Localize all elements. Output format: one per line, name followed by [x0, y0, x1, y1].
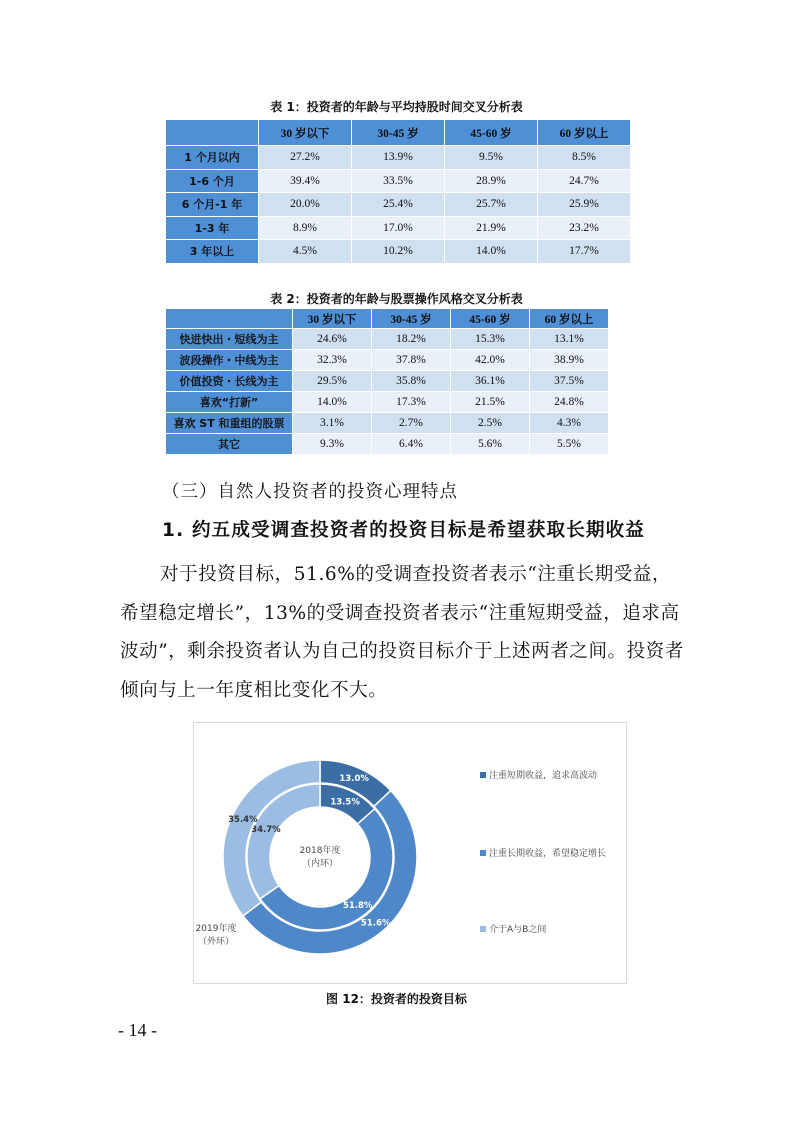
- table2-cell: 6.4%: [372, 434, 450, 454]
- slice-data-label: 34.7%: [251, 824, 281, 835]
- table1-col-header: 45-60 岁: [445, 120, 537, 145]
- legend-label: 介于A与B之间: [489, 925, 547, 935]
- center-label: 2018年度: [299, 846, 341, 856]
- table1-col-header: 30-45 岁: [352, 120, 444, 145]
- table1-caption: 表 1：投资者的年龄与平均持股时间交叉分析表: [270, 100, 523, 114]
- slice-data-label: 13.0%: [339, 774, 369, 785]
- table2-cell: 36.1%: [451, 371, 529, 391]
- table2-cell: 3.1%: [293, 413, 371, 433]
- table1-cell: 24.7%: [538, 170, 630, 193]
- table1-cell: 13.9%: [352, 146, 444, 169]
- table1-cell: 9.5%: [445, 146, 537, 169]
- slice-data-label: 51.8%: [342, 900, 373, 911]
- slice-data-label: 13.5%: [330, 797, 360, 808]
- table2-cell: 14.0%: [293, 392, 371, 412]
- table2-cell: 13.1%: [530, 329, 608, 349]
- table2: [165, 308, 609, 455]
- table1-cell: 17.7%: [538, 240, 630, 263]
- table2-col-header: 30-45 岁: [372, 309, 450, 328]
- table2-row-header: 喜欢“打新”: [166, 392, 292, 412]
- table1-cell: 8.9%: [259, 217, 351, 240]
- table1-cell: 17.0%: [352, 217, 444, 240]
- table1: [165, 119, 631, 264]
- table1-row-header: 1 个月以内: [166, 146, 258, 169]
- section-heading: （三）自然人投资者的投资心理特点: [162, 482, 458, 502]
- table1-corner: [166, 120, 258, 145]
- table2-col-header: 45-60 岁: [451, 309, 529, 328]
- table-row: [166, 413, 608, 433]
- table-row: [166, 217, 630, 240]
- table1-cell: 25.9%: [538, 193, 630, 216]
- body-paragraph: 对于投资目标，51.6%的受调查投资者表示“注重长期受益，希望稳定增长”，13%的受调查投资者表示“注重短期受益，追求高波动”，剩余投资者认为自己的投资目标介于上述两者之间。投资者倾向与上一年度相比变化不大。: [120, 564, 684, 701]
- table2-cell: 35.8%: [372, 371, 450, 391]
- table2-row-header: 价值投资・长线为主: [166, 371, 292, 391]
- table1-row-header: 1-6 个月: [166, 170, 258, 193]
- table1-cell: 25.4%: [352, 193, 444, 216]
- subheading: 1. 约五成受调查投资者的投资目标是希望获取长期收益: [162, 520, 646, 541]
- legend-swatch: [480, 850, 486, 856]
- table1-col-header: 30 岁以下: [259, 120, 351, 145]
- table2-cell: 24.8%: [530, 392, 608, 412]
- table2-cell: 37.5%: [530, 371, 608, 391]
- outer-ring-label: （外环）: [197, 937, 235, 947]
- table-row: [166, 350, 608, 370]
- table1-cell: 25.7%: [445, 193, 537, 216]
- table1-row-header: 3 年以上: [166, 240, 258, 263]
- table2-cell: 2.5%: [451, 413, 529, 433]
- outer-ring-label: 2019年度: [195, 924, 237, 934]
- table-row: [166, 392, 608, 412]
- table1-cell: 10.2%: [352, 240, 444, 263]
- table-row: [166, 434, 608, 454]
- slice-data-label: 51.6%: [360, 918, 391, 929]
- table1-cell: 20.0%: [259, 193, 351, 216]
- table2-cell: 15.3%: [451, 329, 529, 349]
- table1-cell: 21.9%: [445, 217, 537, 240]
- table1-cell: 4.5%: [259, 240, 351, 263]
- table-row: [166, 193, 630, 216]
- slice-data-label: 35.4%: [228, 814, 258, 825]
- table2-cell: 5.6%: [451, 434, 529, 454]
- table2-cell: 32.3%: [293, 350, 371, 370]
- table2-col-header: 60 岁以上: [530, 309, 608, 328]
- table1-cell: 33.5%: [352, 170, 444, 193]
- table2-row-header: 其它: [166, 434, 292, 454]
- table2-row-header: 快进快出・短线为主: [166, 329, 292, 349]
- table2-cell: 17.3%: [372, 392, 450, 412]
- table-row: [166, 240, 630, 263]
- table2-cell: 21.5%: [451, 392, 529, 412]
- table1-cell: 23.2%: [538, 217, 630, 240]
- table2-cell: 42.0%: [451, 350, 529, 370]
- legend-label: 注重长期收益，希望稳定增长: [489, 849, 607, 859]
- donut-chart: [194, 723, 626, 983]
- table1-cell: 39.4%: [259, 170, 351, 193]
- table1-cell: 8.5%: [538, 146, 630, 169]
- table2-cell: 29.5%: [293, 371, 371, 391]
- table1-cell: 28.9%: [445, 170, 537, 193]
- table2-cell: 18.2%: [372, 329, 450, 349]
- table2-col-header: 30 岁以下: [293, 309, 371, 328]
- legend-label: 注重短期收益，追求高波动: [489, 771, 598, 781]
- table-row: [166, 146, 630, 169]
- table2-corner: [166, 309, 292, 328]
- table2-cell: 24.6%: [293, 329, 371, 349]
- table2-row-header: 喜欢 ST 和重组的股票: [166, 413, 292, 433]
- table1-row-header: 6 个月-1 年: [166, 193, 258, 216]
- legend-swatch: [480, 772, 486, 778]
- table2-cell: 5.5%: [530, 434, 608, 454]
- table1-col-header: 60 岁以上: [538, 120, 630, 145]
- table2-cell: 37.8%: [372, 350, 450, 370]
- table2-cell: 9.3%: [293, 434, 371, 454]
- legend-swatch: [480, 926, 486, 932]
- page-number: - 14 -: [118, 1020, 157, 1040]
- table2-caption: 表 2：投资者的年龄与股票操作风格交叉分析表: [270, 292, 523, 306]
- chart-container: [193, 722, 627, 984]
- table2-cell: 2.7%: [372, 413, 450, 433]
- table-row: [166, 170, 630, 193]
- table-row: [166, 371, 608, 391]
- table-row: [166, 329, 608, 349]
- center-label: （内环）: [301, 859, 339, 869]
- table1-row-header: 1-3 年: [166, 217, 258, 240]
- table2-cell: 4.3%: [530, 413, 608, 433]
- table2-row-header: 波段操作・中线为主: [166, 350, 292, 370]
- table2-cell: 38.9%: [530, 350, 608, 370]
- table1-cell: 14.0%: [445, 240, 537, 263]
- table1-cell: 27.2%: [259, 146, 351, 169]
- figure-caption: 图 12：投资者的投资目标: [326, 992, 467, 1006]
